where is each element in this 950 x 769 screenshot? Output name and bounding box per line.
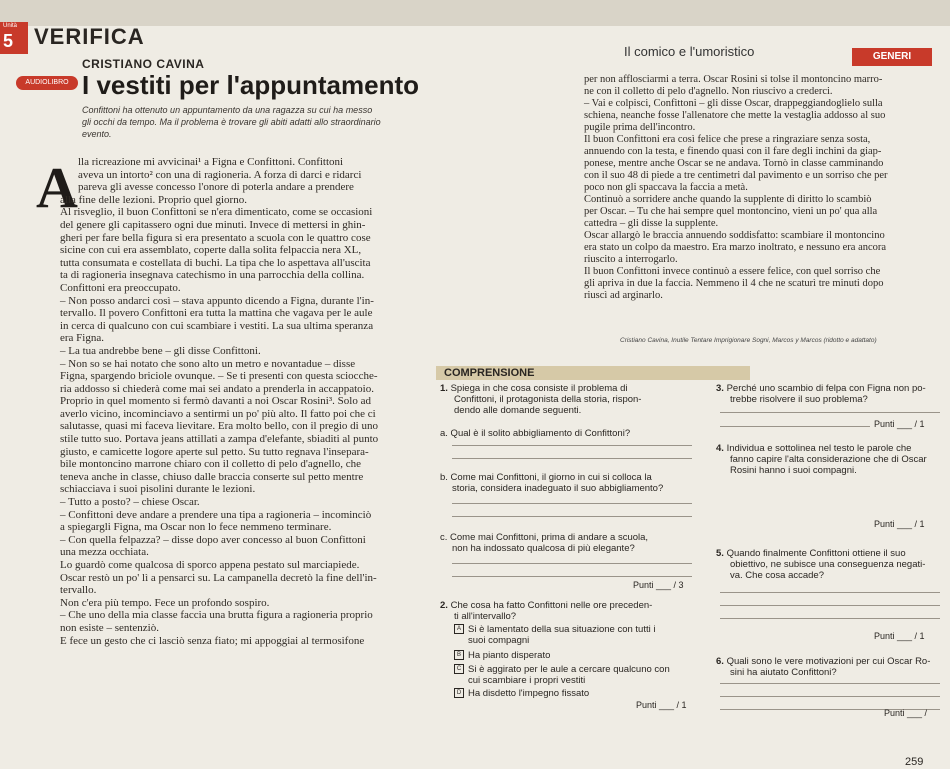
story-line: – Vai e colpisci, Confittoni – gli disse Oscar, drappeggiandoglielo sulla xyxy=(584,98,883,109)
answer-line[interactable] xyxy=(720,696,940,697)
q6-text: sini ha aiutato Confittoni? xyxy=(730,667,837,678)
story-line: lla ricreazione mi avvicinai¹ a Figna e Confittoni. Confittoni xyxy=(78,156,344,168)
story-line: salutasse, quasi mi faceva lievitare. Era molto bello, con il pregio di uno xyxy=(60,420,378,433)
q1-points: Punti ___ / 3 xyxy=(633,580,684,590)
story-line: – Confittoni deve andare a prendere una tipa a ragioneria – incominciò xyxy=(60,508,372,521)
story-title: I vestiti per l'appuntamento xyxy=(82,70,420,100)
story-line: – Che uno della mia classe faccia una brutta figura a ragioneria proprio xyxy=(60,609,373,622)
q4-text: Individua e sottolinea nel testo le parole che xyxy=(726,443,912,454)
story-line: – Non so se hai notato che sono alto un metro e novantadue – disse xyxy=(60,357,356,370)
story-line: Oscar allargò le braccia annuendo soddisfatto: scambiare il montoncino xyxy=(584,230,885,241)
story-line: gli apriva in due la faccia. Nemmeno il 4 che ne scaturì tre minuti dopo xyxy=(584,278,884,289)
story-line: ta di ragioneria insegnava catechismo in una parrocchia della collina. xyxy=(60,269,365,282)
intro-line: evento. xyxy=(82,129,112,139)
story-line: con il suo 48 di piede a tre centimetri dal pavimento e un sorriso che per xyxy=(584,170,888,181)
question-4 xyxy=(716,443,927,476)
story-line: Proprio in quel momento si fermò davanti a noi Oscar Rosini³. Solo ad xyxy=(60,395,371,408)
question-3 xyxy=(716,383,926,405)
story-line: aveva un intorto² con una di ragioneria. A forza di darci e ridarci xyxy=(78,168,362,181)
answer-line[interactable] xyxy=(720,412,940,413)
story-line: E fece un gesto che ci lasciò senza fiato; mi appoggiai al termosifone xyxy=(60,634,365,647)
story-line: schiacciava i suoi pisolini durante le lezioni. xyxy=(60,483,256,496)
audio-badge[interactable] xyxy=(16,76,78,90)
page-number: 259 xyxy=(905,756,924,768)
q1-sub-c-line: non ha indossato qualcosa di più elegante? xyxy=(452,543,635,554)
story-left-column xyxy=(60,156,415,647)
story-line: tervallo. Il povero Confittoni era tutta la mattina che vagava per le aule xyxy=(60,307,373,320)
story-line: poco non gli spaccava la faccia a metà. xyxy=(584,182,748,193)
story-line: – Tutto a posto? – chiese Oscar. xyxy=(60,496,200,509)
story-line: era stato un colpo da maestro. Era marzo inoltrato, e nessuno era ancora xyxy=(584,242,887,253)
question-6 xyxy=(716,656,930,678)
q1-sub-a: a. Qual è il solito abbigliamento di Confittoni? xyxy=(440,428,631,439)
genre-label: Il comico e l'umoristico xyxy=(624,44,755,59)
q1-sub-c-line: c. Come mai Confittoni, prima di andare a scuola, xyxy=(440,532,649,543)
q2-number: 2. xyxy=(440,600,448,611)
drop-cap: A xyxy=(36,155,78,220)
answer-line[interactable] xyxy=(720,592,940,593)
story-line: alla fine delle lezioni. Proprio quel giorno. xyxy=(60,193,247,206)
story-line: – Non posso andarci così – stava appunto dicendo a Figna, durante l'in- xyxy=(60,294,374,307)
option-key: C xyxy=(454,664,464,674)
story-line: a spiegargli Figna, ma Oscar non lo fece nemmeno terminare. xyxy=(60,521,332,534)
q6-number: 6. xyxy=(716,656,724,667)
story-line: tervallo. xyxy=(60,584,97,597)
q1-text: dendo alle domande seguenti. xyxy=(454,405,582,416)
answer-line[interactable] xyxy=(452,563,692,564)
answer-line[interactable] xyxy=(452,576,692,577)
q5-text: va. Che cosa accade? xyxy=(730,570,825,581)
story-line: schiena, neanche fosse l'allenatore che mette la vestaglia addosso al suo xyxy=(584,110,886,121)
story-line: teneva anche in classe, chiuso dalle braccia conserte sul petto mentre xyxy=(60,470,364,483)
story-line: tutta consumata e costellata di buchi. La tipa che lo aspettava all'uscita xyxy=(60,256,371,269)
story-line: ria addosso si chiederà come mai sei andato a prenderla in accappatoio. xyxy=(60,382,374,395)
story-line: pareva gli avesse concesso l'onore di poterla andare a prendere xyxy=(78,181,354,194)
story-line: in cerca di qualcuno con cui scambiare i vestiti. La sua ultima speranza xyxy=(60,319,374,332)
option-key: A xyxy=(454,624,464,634)
q5-text: obiettivo, ne subisce una conseguenza negati- xyxy=(730,559,926,570)
story-line: stile tutto suo. Portava jeans attillati a zampa d'elefante, sbiaditi al punto xyxy=(60,433,379,446)
story-line: per non afflosciarmi a terra. Oscar Rosini si tolse il montoncino marro- xyxy=(584,74,883,85)
q6-points: Punti ___ / xyxy=(884,708,928,718)
q2-text: ti all'intervallo? xyxy=(454,611,517,622)
story-right-column xyxy=(584,74,934,302)
story-line: ne con il colletto di pelo d'agnello. Non riuscivo a crederci. xyxy=(584,86,833,97)
answer-line[interactable] xyxy=(452,458,692,459)
story-line: – Con quella felpazza? – disse dopo aver concesso al buon Confittoni xyxy=(60,533,366,546)
story-line: pugile prima dell'incontro. xyxy=(584,122,696,133)
q2-text: Che cosa ha fatto Confittoni nelle ore preceden- xyxy=(450,600,653,611)
option-text: Si è aggirato per le aule a cercare qualcuno con xyxy=(468,664,670,675)
q2-option-b[interactable] xyxy=(454,650,550,661)
q2-option-d[interactable] xyxy=(454,688,589,699)
story-line: giusto, e camicette logore aperte sul petto. Su tutto regnava l'insepara- xyxy=(60,445,369,458)
answer-line[interactable] xyxy=(720,426,870,427)
option-text: suoi compagni xyxy=(468,635,530,646)
story-line: annuendo con la testa, e finendo quasi con il fare degli inchini da giap- xyxy=(584,146,882,157)
story-line: Figna, spargendo briciole ovunque. – Se ti presenti con questa sciocche- xyxy=(60,370,378,383)
answer-line[interactable] xyxy=(720,618,940,619)
q3-text: Perché uno scambio di felpa con Figna non po- xyxy=(726,383,926,394)
q4-number: 4. xyxy=(716,443,724,454)
story-line: ponese, mentre anche Oscar se ne andava. Tornò in classe camminando xyxy=(584,158,884,169)
source-credit: Cristiano Cavina, Inutile Tentare Imprigionare Sogni, Marcos y Marcos (ridotto e adattato) xyxy=(620,337,877,344)
genre-badge: GENERI xyxy=(852,48,932,66)
story-line: riuscito a interrogarlo. xyxy=(584,254,678,265)
q1-text: Spiega in che cosa consiste il problema di xyxy=(450,383,628,394)
section-tab xyxy=(0,22,28,54)
q5-text: Quando finalmente Confittoni ottiene il suo xyxy=(726,548,906,559)
q4-text: fanno capire l'alta considerazione che di Oscar xyxy=(730,454,927,465)
q3-text: trebbe risolvere il suo problema? xyxy=(730,394,868,405)
answer-line[interactable] xyxy=(452,445,692,446)
q6-text: Quali sono le vere motivazioni per cui Oscar Ro- xyxy=(726,656,931,667)
q5-number: 5. xyxy=(716,548,724,559)
answer-line[interactable] xyxy=(720,605,940,606)
author-name: CRISTIANO CAVINA xyxy=(82,57,205,71)
q4-text: Rosini hanno i suoi compagni. xyxy=(730,465,857,476)
story-line: bile montoncino marrone chiaro con il colletto di pelo d'agnello, che xyxy=(60,458,362,471)
story-line: Lo guardò come qualcosa di sporco appena pestato sul marciapiede. xyxy=(60,559,360,571)
story-line: del genere gli capitassero ogni due minuti. Invece di mettersi in ghin- xyxy=(60,218,366,231)
story-line: Al risveglio, il buon Confittoni se n'era dimenticato, come se occasioni xyxy=(60,206,373,219)
option-key: B xyxy=(454,650,464,660)
question-1 xyxy=(440,383,641,416)
story-line: una mezza occhiata. xyxy=(60,546,149,559)
question-2 xyxy=(440,600,652,622)
story-line: Confittoni era preoccupato. xyxy=(60,281,181,294)
comprehension-heading: COMPRENSIONE xyxy=(444,367,535,379)
intro-line: gli occhi da tempo. Ma il problema è trovare gli abiti adatti allo straordinario xyxy=(82,117,381,127)
story-line: riuscì ad arginarlo. xyxy=(584,290,663,301)
q1-sub-b xyxy=(440,472,663,494)
q3-points: Punti ___ / 1 xyxy=(874,419,925,429)
intro-line: Confittoni ha ottenuto un appuntamento da una ragazza su cui ha messo xyxy=(82,105,373,115)
story-line: Non c'era più tempo. Fece un profondo sospiro. xyxy=(60,596,270,609)
option-text: cui scambiare i propri vestiti xyxy=(468,675,586,686)
answer-line[interactable] xyxy=(452,503,692,504)
story-line: Continuò a sorridere anche quando la supplente di diritto lo scambiò xyxy=(584,194,872,205)
story-line: averlo vicino, incominciavo a sentirmi un po' più alto. Il fatto poi che ci xyxy=(60,407,376,420)
section-label: Unità xyxy=(3,23,18,29)
story-line: era Figna. xyxy=(60,332,104,345)
story-line: per Oscar. – Tu che hai sempre quel montoncino, vieni un po' qua alla xyxy=(584,206,878,217)
section-number: 5 xyxy=(3,31,14,51)
q5-points: Punti ___ / 1 xyxy=(874,631,925,641)
audio-label: AUDIOLIBRO xyxy=(25,79,69,86)
story-line: non esiste – sentenziò. xyxy=(60,621,159,634)
story-line: sicine con cui era assemblato, coperte dalla solita felpaccia nera XL, xyxy=(60,244,362,257)
q1-text: Confittoni, il protagonista della storia, rispon- xyxy=(454,394,642,405)
q2-option-c[interactable] xyxy=(454,664,670,686)
story-line: Il buon Confittoni invece continuò a essere felice, con quel sorriso che xyxy=(584,266,881,277)
story-line: – La tua andrebbe bene – gli disse Confittoni. xyxy=(60,344,261,357)
option-text: Ha disdetto l'impegno fissato xyxy=(468,688,590,699)
q4-points: Punti ___ / 1 xyxy=(874,519,925,529)
story-intro xyxy=(82,104,412,140)
top-band xyxy=(0,0,950,26)
story-line: cattedra – gli disse la supplente. xyxy=(584,218,719,229)
q3-number: 3. xyxy=(716,383,724,394)
q1-sub-b-line: b. Come mai Confittoni, il giorno in cui si colloca la xyxy=(440,472,652,483)
answer-line[interactable] xyxy=(720,683,940,684)
story-line: Oscar restò un po' lì a pensarci su. La campanella decretò la fine dell'in- xyxy=(60,571,377,584)
story-line: gheri per fare bella figura si era presentato a scuola con le quattro cose xyxy=(60,231,371,244)
q1-sub-c xyxy=(440,532,648,554)
option-text: Si è lamentato della sua situazione con tutti i xyxy=(468,624,656,635)
story-line: Il buon Confittoni era così felice che prese a ringraziare senza sosta, xyxy=(584,134,871,145)
section-title: VERIFICA xyxy=(34,24,145,49)
q2-points: Punti ___ / 1 xyxy=(636,700,687,710)
option-key: D xyxy=(454,688,464,698)
option-text: Ha pianto disperato xyxy=(468,650,551,661)
q1-number: 1. xyxy=(440,383,448,394)
q1-sub-b-line: storia, considera inadeguato il suo abbigliamento? xyxy=(452,483,664,494)
q2-option-a[interactable] xyxy=(454,624,655,646)
question-5 xyxy=(716,548,925,581)
answer-line[interactable] xyxy=(452,516,692,517)
